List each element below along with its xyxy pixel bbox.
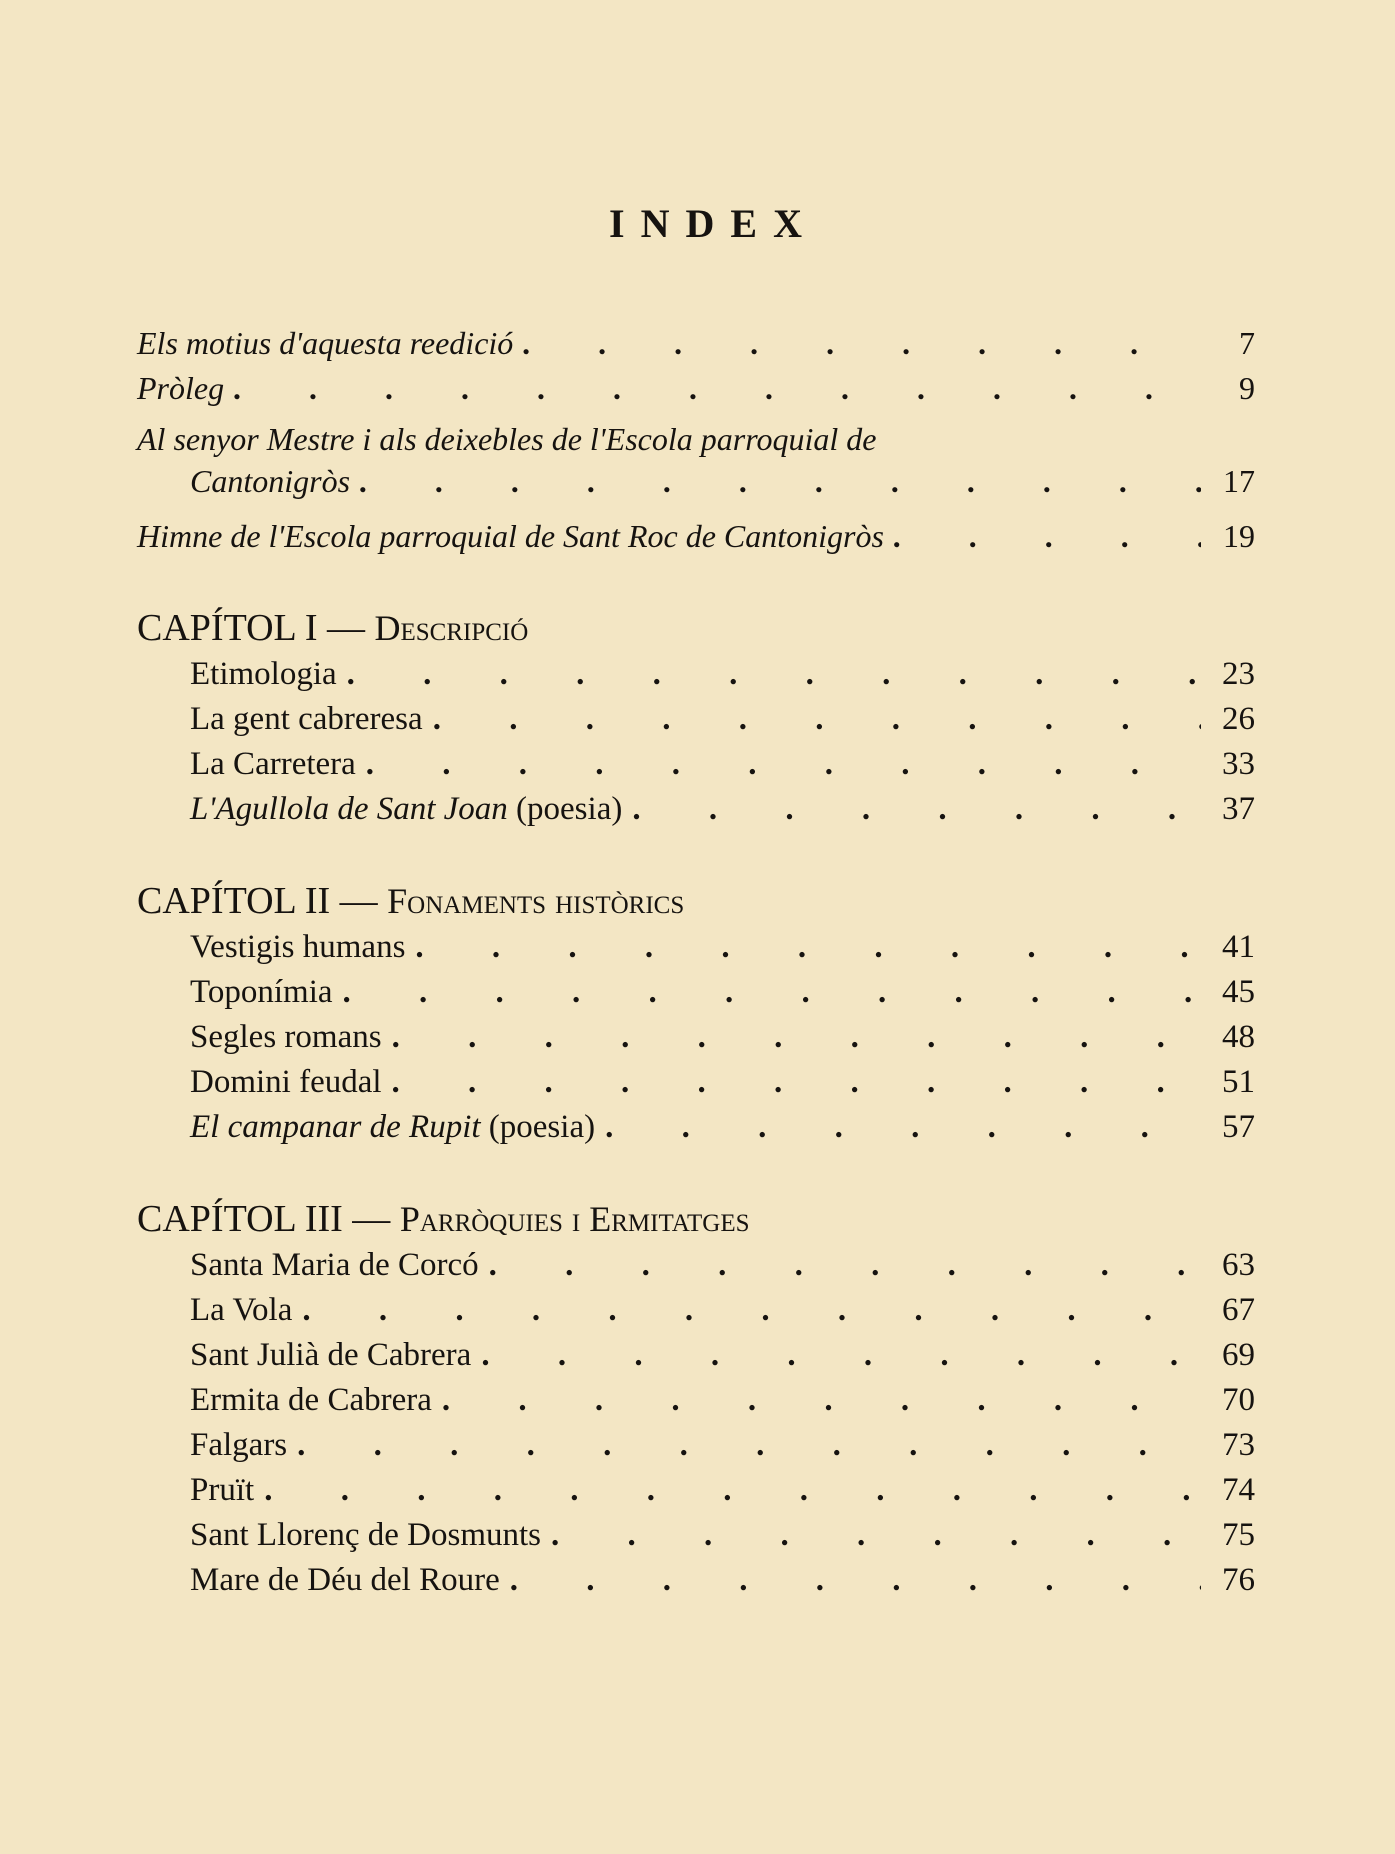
dot-leader	[392, 1064, 1201, 1101]
toc-entry[interactable]	[137, 656, 1255, 701]
dot-leader	[264, 1472, 1201, 1509]
toc-entry[interactable]	[137, 1517, 1255, 1562]
toc-entry[interactable]	[137, 791, 1255, 836]
entry-label: Etimologia	[190, 656, 337, 692]
toc-entry-dedication[interactable]	[137, 415, 1255, 508]
entry-page: 23	[1222, 656, 1255, 692]
entry-label-group	[190, 1064, 382, 1101]
entry-label: L'Agullola de Sant Joan	[190, 791, 508, 827]
toc-entry[interactable]	[137, 1109, 1255, 1154]
dot-leader	[360, 463, 1201, 500]
dot-leader	[510, 1562, 1201, 1599]
dot-leader	[347, 656, 1201, 693]
entry-label-group	[190, 1382, 432, 1419]
chapter-heading[interactable]	[137, 874, 1255, 929]
entry-label: Segles romans	[190, 1019, 382, 1055]
entry-page: 67	[1222, 1292, 1255, 1328]
dot-leader	[894, 518, 1201, 555]
entry-note: (poesia)	[516, 791, 623, 827]
dot-leader	[302, 1292, 1201, 1329]
entry-label: Santa Maria de Corcó	[190, 1247, 479, 1283]
entry-label-group	[190, 1472, 254, 1509]
chapter-name: Parròquies i Ermitatges	[399, 1199, 750, 1239]
entry-note: (poesia)	[488, 1109, 596, 1145]
chapter-name: Fonaments històrics	[387, 881, 685, 921]
entry-label: Toponímia	[190, 974, 333, 1010]
entry-label-group	[190, 791, 622, 828]
entry-page: 57	[1222, 1109, 1255, 1145]
toc-entry[interactable]	[137, 1472, 1255, 1517]
entry-label: Sant Llorenç de Dosmunts	[190, 1517, 542, 1553]
entry-page: 26	[1222, 701, 1255, 737]
entry-label-group	[190, 1019, 382, 1056]
entry-label: La Carretera	[190, 746, 356, 782]
entry-page: 7	[1239, 325, 1255, 361]
entry-page: 9	[1239, 370, 1255, 406]
chapter-name: Descripció	[374, 608, 529, 648]
entry-label-group	[190, 746, 356, 783]
entry-page: 63	[1222, 1247, 1255, 1283]
dot-leader	[523, 325, 1201, 362]
entry-page: 33	[1222, 746, 1255, 782]
entry-page: 45	[1222, 974, 1255, 1010]
entry-page: 41	[1222, 929, 1255, 965]
dot-leader	[392, 1019, 1201, 1056]
dot-leader	[632, 791, 1201, 828]
toc-entry[interactable]	[137, 518, 1255, 563]
entry-label: Els motius d'aquesta reedició	[137, 325, 514, 361]
entry-label-group	[190, 1292, 292, 1329]
entry-page: 51	[1222, 1064, 1255, 1100]
toc-entry[interactable]	[137, 325, 1255, 370]
entry-label: Domini feudal	[190, 1064, 382, 1100]
entry-page: 69	[1222, 1337, 1255, 1373]
entry-label-group	[190, 1517, 541, 1554]
entry-page: 73	[1222, 1427, 1255, 1463]
dot-leader	[551, 1517, 1201, 1554]
dot-leader	[442, 1382, 1201, 1419]
toc-entry[interactable]	[137, 701, 1255, 746]
toc-entry[interactable]	[137, 974, 1255, 1019]
page-title: INDEX	[609, 201, 818, 246]
entry-label: Sant Julià de Cabrera	[190, 1337, 472, 1373]
entry-label: La Vola	[190, 1292, 293, 1328]
toc-entry[interactable]	[137, 746, 1255, 791]
entry-label: Falgars	[190, 1427, 288, 1463]
toc-entry[interactable]	[137, 1019, 1255, 1064]
dot-leader	[489, 1247, 1201, 1284]
dot-leader	[366, 746, 1201, 783]
toc-entry[interactable]	[137, 370, 1255, 415]
entry-label-group	[190, 701, 423, 738]
chapter-heading[interactable]	[137, 601, 1255, 656]
entry-label: La gent cabreresa	[190, 701, 423, 737]
toc-entry[interactable]	[137, 1382, 1255, 1427]
entry-label: Pròleg	[137, 370, 225, 406]
entry-page: 19	[1223, 518, 1255, 554]
entry-label-group	[190, 929, 405, 966]
entry-label: Ermita de Cabrera	[190, 1382, 432, 1418]
toc-entry[interactable]	[137, 1292, 1255, 1337]
toc-entry[interactable]	[137, 1427, 1255, 1472]
dot-leader	[605, 1109, 1201, 1146]
dot-leader	[433, 701, 1201, 738]
dot-leader	[234, 370, 1201, 407]
entry-label-group	[190, 1562, 500, 1599]
entry-label: El campanar de Rupit	[190, 1109, 481, 1145]
entry-page: 37	[1222, 791, 1255, 827]
entry-page: 17	[1223, 463, 1255, 499]
dot-leader	[343, 974, 1201, 1011]
entry-label: Pruït	[190, 1472, 255, 1508]
toc-entry-continuation	[137, 463, 1255, 508]
dot-leader	[297, 1427, 1201, 1464]
chapter-number: CAPÍTOL III —	[137, 1198, 391, 1240]
entry-label: Vestigis humans	[190, 929, 406, 965]
dot-leader	[481, 1337, 1201, 1374]
chapter-heading[interactable]	[137, 1192, 1255, 1247]
entry-page: 76	[1222, 1562, 1255, 1598]
entry-label-group	[190, 1109, 595, 1146]
toc-entry[interactable]	[137, 1247, 1255, 1292]
entry-page: 74	[1222, 1472, 1255, 1508]
table-of-contents	[137, 325, 1255, 1607]
toc-entry[interactable]	[137, 1562, 1255, 1607]
entry-label-line2: Cantonigròs	[190, 463, 351, 499]
entry-label: Mare de Déu del Roure	[190, 1562, 500, 1598]
chapter-number: CAPÍTOL II —	[137, 880, 378, 922]
chapters-list	[137, 601, 1255, 1607]
entry-label-group	[190, 656, 337, 693]
toc-entry[interactable]	[137, 1064, 1255, 1109]
chapter-number: CAPÍTOL I —	[137, 607, 365, 649]
toc-entry[interactable]	[137, 929, 1255, 974]
entry-label: Himne de l'Escola parroquial de Sant Roc de Cantonigròs	[137, 518, 884, 554]
entry-page: 75	[1222, 1517, 1255, 1553]
entry-label-group	[190, 1427, 287, 1464]
entry-page: 70	[1222, 1382, 1255, 1418]
entry-label-group	[190, 1247, 479, 1284]
entry-label-group	[190, 1337, 471, 1374]
entry-label-line1: Al senyor Mestre i als deixebles de l'Escola parroquial de	[137, 421, 877, 457]
entry-page: 48	[1222, 1019, 1255, 1055]
toc-entry[interactable]	[137, 1337, 1255, 1382]
dot-leader	[415, 929, 1201, 966]
entry-label-group	[190, 974, 333, 1011]
